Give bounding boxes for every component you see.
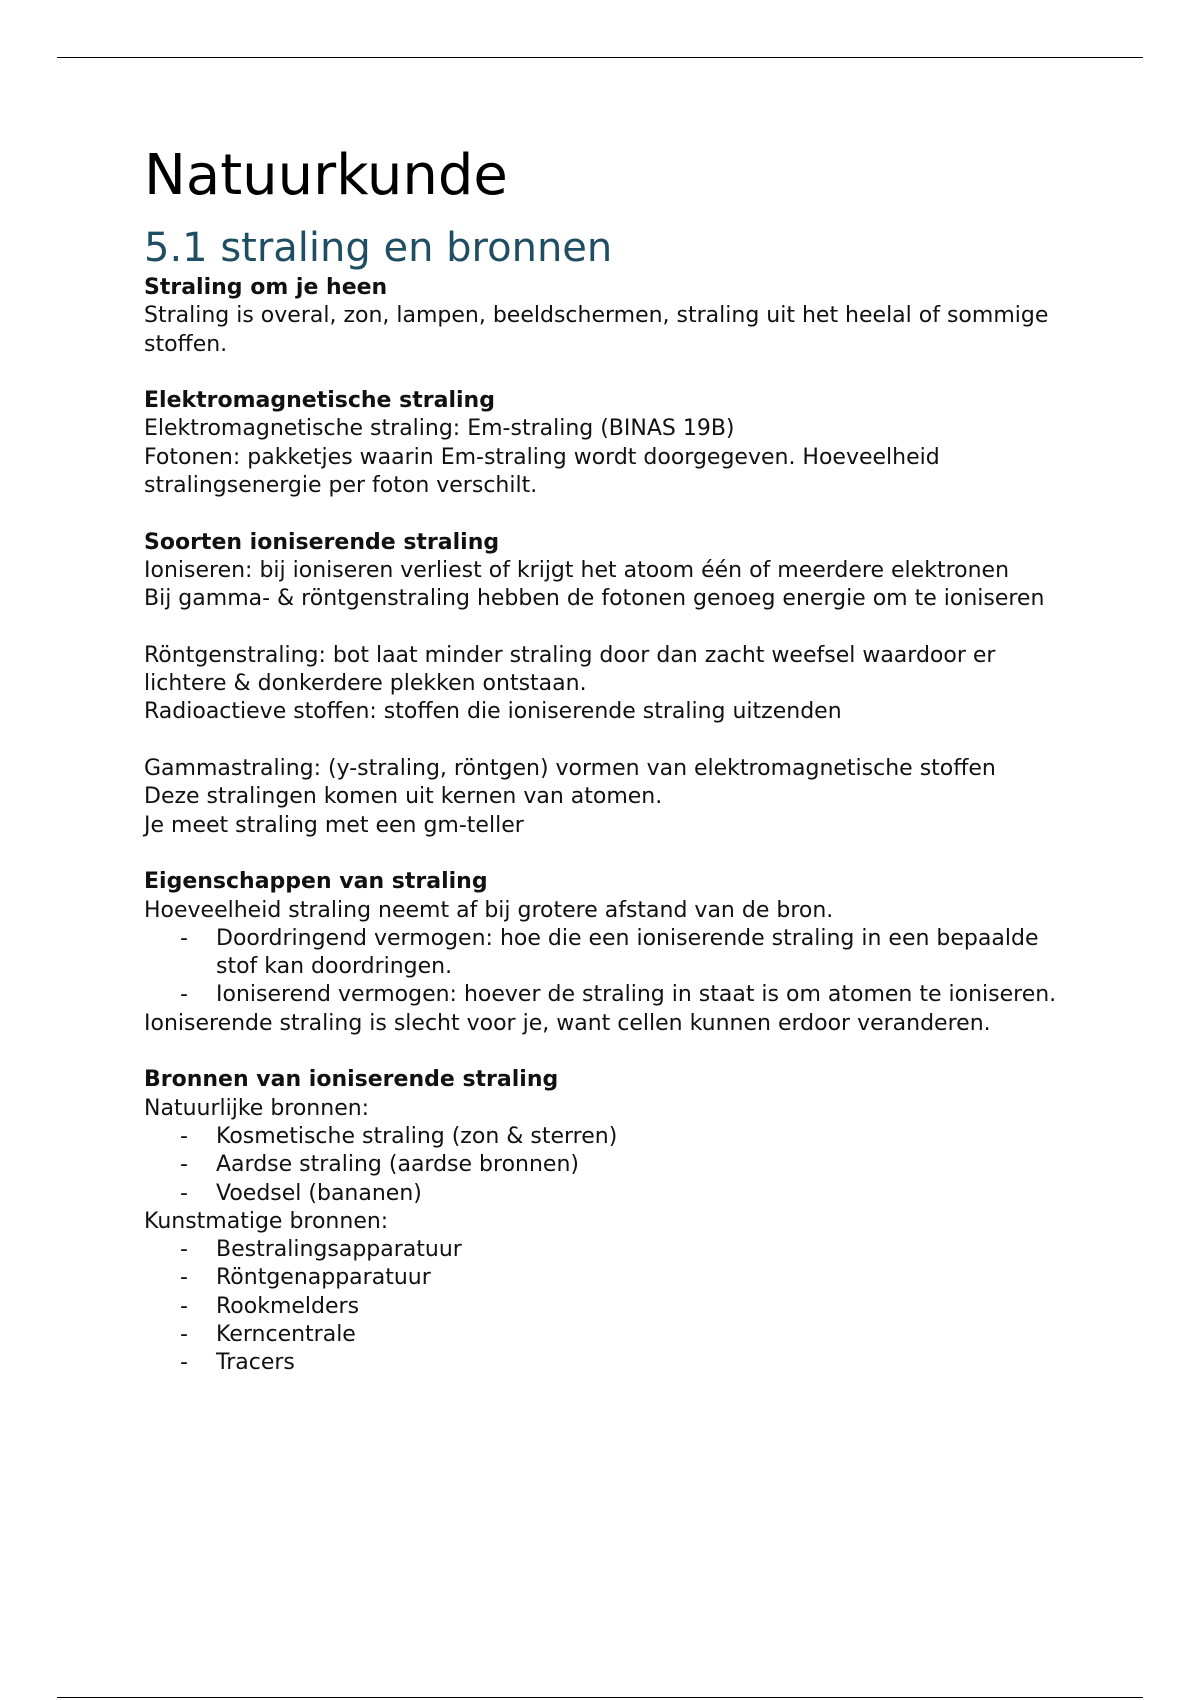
document-body	[144, 140, 1079, 1378]
paragraph: Je meet straling met een gm-teller	[144, 812, 524, 838]
paragraph: Straling is overal, zon, lampen, beeldschermen, straling uit het heelal of sommige stoffen.	[144, 303, 1049, 357]
paragraph: Radioactieve stoffen: stoffen die ioniserende straling uitzenden	[144, 699, 842, 725]
list-item: - Kosmetische straling (zon & sterren)	[216, 1123, 1079, 1151]
list-item: - Röntgenapparatuur	[216, 1264, 1079, 1292]
list-item: - Doordringend vermogen: hoe die een ioniserende straling in een bepaalde stof kan doordringen.	[216, 925, 1079, 982]
block-heading: Soorten ioniserende straling	[144, 529, 500, 555]
paragraph: Elektromagnetische straling: Em-straling (BINAS 19B)	[144, 416, 735, 442]
paragraph: Gammastraling: (y-straling, röntgen) vormen van elektromagnetische stoffen	[144, 756, 996, 782]
paragraph: Deze stralingen komen uit kernen van atomen.	[144, 784, 663, 810]
block-eigenschappen-van-straling	[144, 868, 1079, 1038]
artificial-sources-list	[144, 1236, 1079, 1377]
block-heading: Bronnen van ioniserende straling	[144, 1067, 559, 1093]
block-rontgenstraling	[144, 642, 1079, 727]
paragraph: Ioniseren: bij ioniseren verliest of krijgt het atoom één of meerdere elektronen	[144, 557, 1010, 583]
paragraph: Bij gamma- & röntgenstraling hebben de fotonen genoeg energie om te ioniseren	[144, 586, 1045, 612]
paragraph: Fotonen: pakketjes waarin Em-straling wordt doorgegeven. Hoeveelheid stralingsenergie per foton verschilt.	[144, 444, 940, 499]
artificial-sources-label: Kunstmatige bronnen:	[144, 1208, 389, 1234]
paragraph: Röntgenstraling: bot laat minder straling door dan zacht weefsel waardoor er lichtere & donkerdere plekken ontstaan.	[144, 642, 996, 697]
document-title: Natuurkunde	[144, 143, 508, 208]
list-item: - Ioniserend vermogen: hoever de straling in staat is om atomen te ioniseren.	[216, 981, 1079, 1009]
block-straling-om-je-heen	[144, 274, 1079, 359]
block-heading: Straling om je heen	[144, 275, 388, 300]
list-item: - Aardse straling (aardse bronnen)	[216, 1151, 1079, 1179]
top-rule	[57, 57, 1143, 58]
block-heading: Eigenschappen van straling	[144, 869, 488, 895]
list-item: - Voedsel (bananen)	[216, 1180, 1079, 1208]
list-item: - Tracers	[216, 1349, 1079, 1377]
list-item: - Rookmelders	[216, 1293, 1079, 1321]
natural-sources-label: Natuurlijke bronnen:	[144, 1095, 370, 1121]
bottom-rule	[57, 1697, 1143, 1698]
list-item: - Bestralingsapparatuur	[216, 1236, 1079, 1264]
paragraph: Hoeveelheid straling neemt af bij grotere afstand van de bron.	[144, 897, 834, 923]
block-gammastraling	[144, 755, 1079, 840]
dash-list	[144, 925, 1079, 1010]
section-title: 5.1 straling en bronnen	[144, 225, 613, 271]
paragraph: Ioniserende straling is slecht voor je, want cellen kunnen erdoor veranderen.	[144, 1010, 991, 1036]
block-soorten-ioniserende-straling	[144, 529, 1079, 614]
block-elektromagnetische-straling	[144, 387, 1079, 500]
block-heading: Elektromagnetische straling	[144, 388, 495, 414]
list-item: - Kerncentrale	[216, 1321, 1079, 1349]
natural-sources-list	[144, 1123, 1079, 1208]
block-bronnen-van-ioniserende-straling	[144, 1066, 1079, 1377]
